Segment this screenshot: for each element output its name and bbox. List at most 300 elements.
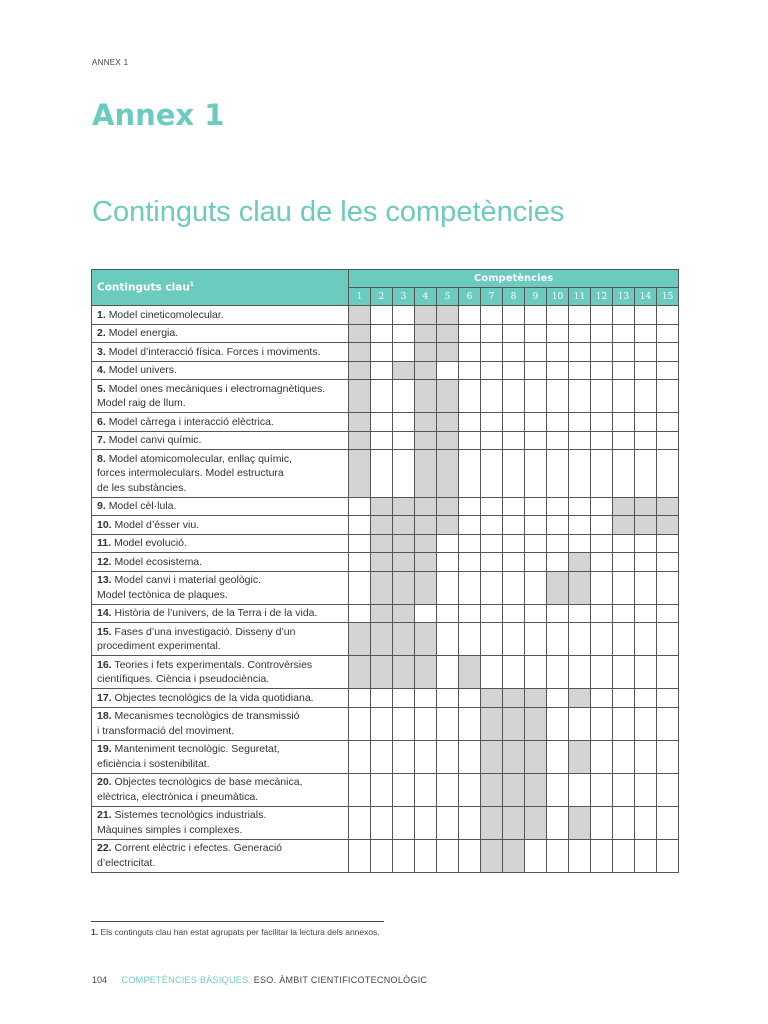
competency-cell-empty	[393, 773, 415, 806]
competency-cell-empty	[459, 534, 481, 553]
competency-cell-empty	[635, 773, 657, 806]
competency-cell-empty	[503, 324, 525, 343]
competency-cell-empty	[569, 497, 591, 516]
content-label	[92, 361, 349, 380]
table-row	[92, 773, 679, 806]
competency-cell-empty	[591, 431, 613, 450]
competency-cell-empty	[481, 380, 503, 413]
table-row	[92, 689, 679, 708]
content-label	[92, 773, 349, 806]
table-row	[92, 516, 679, 535]
competency-cell-empty	[591, 413, 613, 432]
competency-cell-empty	[415, 839, 437, 872]
competency-cell-empty	[525, 380, 547, 413]
competency-cell-marked	[371, 623, 393, 656]
competency-cell-empty	[371, 380, 393, 413]
content-label	[92, 450, 349, 498]
competency-cell-empty	[349, 773, 371, 806]
competency-cell-marked	[657, 497, 679, 516]
competency-cell-empty	[371, 707, 393, 740]
competency-cell-empty	[525, 516, 547, 535]
competency-cell-marked	[415, 553, 437, 572]
competency-cell-empty	[459, 806, 481, 839]
competency-cell-empty	[525, 343, 547, 362]
competency-cell-empty	[635, 343, 657, 362]
competency-cell-empty	[459, 553, 481, 572]
content-number: 8.	[97, 452, 106, 465]
competency-cell-empty	[657, 773, 679, 806]
competency-cell-empty	[459, 689, 481, 708]
competency-cell-empty	[371, 740, 393, 773]
competency-cell-marked	[371, 516, 393, 535]
competency-cell-empty	[525, 361, 547, 380]
competency-cell-empty	[503, 380, 525, 413]
competency-cell-marked	[569, 571, 591, 604]
competency-cell-empty	[547, 534, 569, 553]
competency-cell-empty	[635, 553, 657, 572]
competency-cell-empty	[371, 431, 393, 450]
competency-cell-empty	[591, 604, 613, 623]
competency-cell-empty	[569, 380, 591, 413]
competency-cell-marked	[437, 516, 459, 535]
content-number: 12.	[97, 555, 112, 568]
competency-cell-empty	[591, 689, 613, 708]
competency-cell-empty	[503, 571, 525, 604]
content-number: 6.	[97, 415, 106, 428]
competency-cell-empty	[371, 306, 393, 325]
competency-cell-empty	[503, 413, 525, 432]
competency-cell-empty	[613, 740, 635, 773]
content-number: 1.	[97, 308, 106, 321]
competency-cell-empty	[437, 839, 459, 872]
competency-cell-empty	[459, 707, 481, 740]
competency-cell-empty	[525, 431, 547, 450]
competency-cell-marked	[569, 740, 591, 773]
content-text-line: procediment experimental.	[97, 640, 221, 652]
competency-cell-marked	[415, 623, 437, 656]
competency-cell-empty	[525, 497, 547, 516]
competency-cell-empty	[393, 324, 415, 343]
competency-cell-empty	[525, 604, 547, 623]
competency-cell-empty	[525, 553, 547, 572]
competency-cell-empty	[371, 343, 393, 362]
competency-cell-marked	[437, 450, 459, 498]
content-number: 22.	[97, 842, 112, 854]
competency-cell-empty	[503, 604, 525, 623]
competency-cell-empty	[657, 450, 679, 498]
competency-cell-empty	[569, 773, 591, 806]
competency-cell-empty	[503, 343, 525, 362]
competency-cell-empty	[657, 380, 679, 413]
competency-cell-empty	[503, 623, 525, 656]
competency-cell-empty	[547, 553, 569, 572]
competency-cell-empty	[569, 656, 591, 689]
content-text-line: Corrent elèctric i efectes. Generació	[114, 842, 283, 854]
competency-cell-marked	[393, 497, 415, 516]
competency-cell-empty	[635, 571, 657, 604]
competency-cell-empty	[437, 806, 459, 839]
table-row	[92, 324, 679, 343]
competency-number-header: 13	[613, 288, 635, 306]
competency-cell-empty	[459, 431, 481, 450]
competency-cell-empty	[547, 604, 569, 623]
content-label	[92, 604, 349, 623]
content-label	[92, 623, 349, 656]
competency-cell-marked	[437, 497, 459, 516]
competency-cell-empty	[349, 553, 371, 572]
competency-cell-empty	[393, 450, 415, 498]
competency-cell-empty	[459, 413, 481, 432]
competency-cell-empty	[481, 343, 503, 362]
competency-cell-marked	[349, 343, 371, 362]
content-number: 14.	[97, 607, 112, 619]
table-row	[92, 553, 679, 572]
competency-cell-empty	[591, 343, 613, 362]
content-text-line: Model canvi i material geològic.	[114, 574, 262, 586]
competency-cell-empty	[569, 343, 591, 362]
competency-cell-empty	[569, 707, 591, 740]
contents-header-label: Continguts clau	[97, 281, 190, 294]
competency-cell-empty	[613, 623, 635, 656]
content-number: 20.	[97, 776, 112, 788]
competency-cell-empty	[569, 516, 591, 535]
competency-cell-empty	[657, 707, 679, 740]
competency-cell-empty	[481, 413, 503, 432]
competency-cell-empty	[525, 306, 547, 325]
competency-cell-marked	[547, 571, 569, 604]
competency-cell-empty	[349, 534, 371, 553]
competency-cell-empty	[371, 324, 393, 343]
content-label	[92, 571, 349, 604]
content-text-line: Model càrrega i interacció elèctrica.	[108, 415, 274, 428]
competency-cell-empty	[525, 413, 547, 432]
competency-cell-empty	[459, 623, 481, 656]
competency-cell-empty	[525, 656, 547, 689]
competency-cell-marked	[415, 324, 437, 343]
competency-number-header: 5	[437, 288, 459, 306]
competency-cell-empty	[349, 516, 371, 535]
table-row	[92, 604, 679, 623]
competency-cell-empty	[613, 571, 635, 604]
competency-cell-marked	[503, 740, 525, 773]
page-footer	[92, 975, 427, 985]
table-row	[92, 497, 679, 516]
competency-cell-empty	[415, 740, 437, 773]
competency-cell-empty	[393, 806, 415, 839]
content-text-line: Model ones mecàniques i electromagnètiques.	[108, 382, 326, 395]
competency-cell-empty	[481, 534, 503, 553]
competency-cell-marked	[349, 361, 371, 380]
competency-cell-empty	[657, 571, 679, 604]
competency-cell-empty	[437, 604, 459, 623]
competency-cell-marked	[415, 656, 437, 689]
competency-cell-marked	[415, 534, 437, 553]
competency-cell-empty	[459, 497, 481, 516]
competency-cell-empty	[569, 839, 591, 872]
table-row	[92, 534, 679, 553]
competency-cell-empty	[657, 553, 679, 572]
table-row	[92, 740, 679, 773]
competency-cell-empty	[437, 656, 459, 689]
competency-number-header: 15	[657, 288, 679, 306]
competency-cell-empty	[525, 839, 547, 872]
competency-cell-empty	[657, 306, 679, 325]
content-number: 10.	[97, 518, 112, 531]
competency-cell-marked	[349, 431, 371, 450]
content-text-line: Model univers.	[108, 364, 177, 376]
footnote-number: 1.	[91, 927, 99, 937]
competency-cell-marked	[481, 740, 503, 773]
content-number: 4.	[97, 364, 106, 376]
competency-cell-empty	[393, 380, 415, 413]
content-number: 13.	[97, 574, 112, 586]
competency-cell-marked	[569, 689, 591, 708]
content-number: 5.	[97, 382, 106, 395]
competency-cell-empty	[657, 740, 679, 773]
content-label	[92, 497, 349, 516]
competency-cell-empty	[613, 361, 635, 380]
table-row	[92, 656, 679, 689]
competency-cell-marked	[481, 689, 503, 708]
competency-cell-empty	[349, 707, 371, 740]
competency-cell-empty	[393, 707, 415, 740]
competency-cell-marked	[657, 516, 679, 535]
competency-cell-marked	[371, 604, 393, 623]
competency-cell-empty	[635, 740, 657, 773]
competency-cell-empty	[481, 431, 503, 450]
competency-cell-marked	[349, 450, 371, 498]
content-text-line: Sistemes tecnològics industrials.	[114, 809, 267, 821]
competency-cell-empty	[459, 740, 481, 773]
competencies-column-header: Competències	[349, 270, 679, 288]
competency-cell-empty	[371, 361, 393, 380]
competency-cell-empty	[371, 839, 393, 872]
competency-cell-marked	[525, 806, 547, 839]
competency-cell-empty	[503, 656, 525, 689]
competency-cell-marked	[393, 534, 415, 553]
competency-cell-empty	[481, 623, 503, 656]
competency-cell-marked	[393, 516, 415, 535]
competency-cell-empty	[481, 516, 503, 535]
competency-cell-empty	[547, 773, 569, 806]
competency-cell-marked	[459, 656, 481, 689]
competency-cell-marked	[635, 516, 657, 535]
content-label	[92, 534, 349, 553]
content-label	[92, 707, 349, 740]
content-text-line: Model energia.	[108, 327, 179, 339]
competency-cell-marked	[371, 497, 393, 516]
competency-cell-marked	[371, 571, 393, 604]
competency-cell-empty	[547, 516, 569, 535]
competency-cell-marked	[393, 604, 415, 623]
competency-cell-marked	[569, 806, 591, 839]
competency-cell-empty	[349, 740, 371, 773]
table-row	[92, 361, 679, 380]
competency-cell-empty	[481, 604, 503, 623]
competency-number-header: 14	[635, 288, 657, 306]
competency-cell-empty	[393, 740, 415, 773]
competency-cell-empty	[503, 450, 525, 498]
competency-cell-empty	[547, 343, 569, 362]
table-row	[92, 413, 679, 432]
competency-cell-empty	[503, 306, 525, 325]
competency-cell-empty	[437, 689, 459, 708]
competency-cell-empty	[569, 431, 591, 450]
content-label	[92, 516, 349, 535]
competency-cell-empty	[349, 571, 371, 604]
competency-cell-marked	[635, 497, 657, 516]
competency-cell-empty	[635, 689, 657, 708]
competency-cell-empty	[613, 413, 635, 432]
competency-cell-empty	[635, 450, 657, 498]
competency-cell-empty	[657, 534, 679, 553]
competency-cell-empty	[459, 839, 481, 872]
content-text-line: Fases d’una investigació. Disseny d’un	[114, 625, 296, 638]
footnote-text: Els continguts clau han estat agrupats per facilitar la lectura dels annexos.	[100, 927, 380, 937]
competency-cell-empty	[415, 604, 437, 623]
competency-cell-marked	[415, 571, 437, 604]
competency-cell-empty	[547, 623, 569, 656]
competency-cell-empty	[393, 689, 415, 708]
competency-cell-empty	[613, 306, 635, 325]
competency-cell-marked	[503, 707, 525, 740]
competency-cell-empty	[525, 623, 547, 656]
competency-cell-marked	[481, 806, 503, 839]
table-header-row	[92, 270, 679, 288]
content-text-line: Manteniment tecnològic. Seguretat,	[114, 743, 280, 755]
content-text-line: Teories i fets experimentals. Controvèrsies	[114, 658, 313, 671]
content-text-line: d’electricitat.	[97, 856, 156, 869]
content-number: 21.	[97, 809, 112, 821]
competency-cell-marked	[349, 623, 371, 656]
competency-cell-marked	[415, 343, 437, 362]
competency-cell-empty	[459, 450, 481, 498]
competency-cell-empty	[459, 571, 481, 604]
competency-number-header: 1	[349, 288, 371, 306]
competency-cell-empty	[635, 806, 657, 839]
competency-cell-marked	[613, 497, 635, 516]
competency-cell-empty	[613, 707, 635, 740]
competency-cell-marked	[349, 324, 371, 343]
competency-cell-empty	[569, 534, 591, 553]
content-text-line: Model cèl·lula.	[108, 500, 177, 512]
competency-cell-empty	[547, 806, 569, 839]
competency-cell-marked	[503, 806, 525, 839]
content-number: 19.	[97, 743, 112, 755]
content-label	[92, 740, 349, 773]
competency-cell-empty	[437, 623, 459, 656]
contents-column-header	[92, 270, 349, 306]
competency-cell-empty	[613, 806, 635, 839]
competency-cell-empty	[437, 773, 459, 806]
competency-cell-empty	[547, 413, 569, 432]
content-text-line: Objectes tecnològics de la vida quotidiana.	[114, 691, 314, 704]
competency-cell-empty	[481, 497, 503, 516]
competency-cell-empty	[459, 773, 481, 806]
content-text-line: Model d’interacció física. Forces i moviments.	[108, 345, 321, 358]
table-row	[92, 623, 679, 656]
competency-cell-empty	[591, 324, 613, 343]
competency-cell-empty	[657, 689, 679, 708]
content-text-line: Model d’ésser viu.	[114, 518, 200, 531]
competency-cell-marked	[415, 413, 437, 432]
competency-cell-empty	[591, 380, 613, 413]
competency-cell-empty	[657, 839, 679, 872]
competency-cell-empty	[459, 361, 481, 380]
competency-cell-marked	[415, 306, 437, 325]
competency-cell-marked	[393, 361, 415, 380]
competency-cell-marked	[503, 773, 525, 806]
competency-cell-empty	[459, 380, 481, 413]
competency-cell-empty	[613, 450, 635, 498]
content-text-line: Model raig de llum.	[97, 397, 186, 409]
competency-cell-marked	[437, 380, 459, 413]
competency-cell-empty	[569, 604, 591, 623]
content-label	[92, 689, 349, 708]
table-row	[92, 431, 679, 450]
competency-cell-empty	[547, 431, 569, 450]
content-label	[92, 656, 349, 689]
competency-cell-empty	[547, 450, 569, 498]
competency-number-header: 7	[481, 288, 503, 306]
footnote-divider	[91, 921, 384, 922]
content-text-line: de les substàncies.	[97, 481, 187, 494]
competency-cell-marked	[525, 689, 547, 708]
table-row	[92, 343, 679, 362]
competency-cell-empty	[591, 497, 613, 516]
competency-cell-empty	[503, 553, 525, 572]
competency-cell-empty	[393, 306, 415, 325]
competency-cell-empty	[569, 450, 591, 498]
competency-cell-empty	[481, 656, 503, 689]
competency-cell-empty	[635, 623, 657, 656]
competency-cell-marked	[349, 656, 371, 689]
competency-cell-empty	[591, 806, 613, 839]
competency-cell-empty	[459, 306, 481, 325]
competency-cell-empty	[459, 343, 481, 362]
content-label	[92, 343, 349, 362]
running-header: ANNEX 1	[92, 58, 129, 67]
competency-number-header: 2	[371, 288, 393, 306]
competency-cell-marked	[393, 553, 415, 572]
competency-cell-empty	[613, 689, 635, 708]
competency-cell-empty	[437, 553, 459, 572]
competency-cell-empty	[547, 656, 569, 689]
competency-cell-marked	[371, 534, 393, 553]
competency-cell-marked	[349, 413, 371, 432]
content-label	[92, 431, 349, 450]
content-text-line: eficiència i sostenibilitat.	[97, 757, 210, 770]
competency-cell-marked	[415, 380, 437, 413]
competency-cell-marked	[569, 553, 591, 572]
competency-cell-empty	[459, 604, 481, 623]
competency-cell-empty	[371, 450, 393, 498]
competency-cell-empty	[547, 707, 569, 740]
table-row	[92, 707, 679, 740]
competency-cell-empty	[503, 361, 525, 380]
competency-cell-marked	[371, 656, 393, 689]
competency-cell-empty	[591, 306, 613, 325]
competency-cell-empty	[393, 839, 415, 872]
competency-cell-empty	[503, 497, 525, 516]
competency-number-header: 11	[569, 288, 591, 306]
competency-cell-empty	[393, 343, 415, 362]
competency-cell-empty	[569, 413, 591, 432]
competency-cell-empty	[503, 431, 525, 450]
competency-cell-empty	[613, 380, 635, 413]
competency-cell-marked	[613, 516, 635, 535]
competency-cell-empty	[635, 534, 657, 553]
